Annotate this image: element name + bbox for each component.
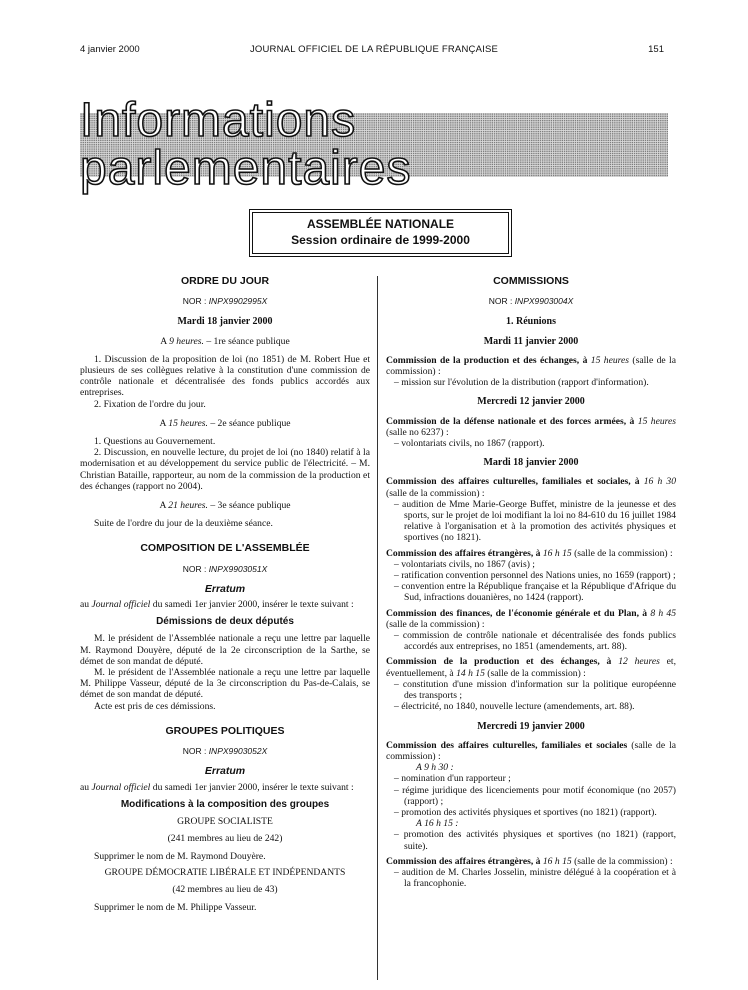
d3-c2-item-3: – convention entre la République française et la République d'Afrique du Sud, infractions douanières, no 1424 (rapport). <box>394 581 676 604</box>
seance-1-item-1: 1. Discussion de la proposition de loi (no 1851) de M. Robert Hue et plusieurs de ses collègues relative à la constitution d'une commission de contrôle nationale et décentralisée des fonds publics accordés aux entreprises. <box>80 353 370 399</box>
page-number: 151 <box>648 44 664 55</box>
d2-commission-1: Commission de la défense nationale et des forces armées, à 15 heures (salle no 6237) : <box>386 415 677 438</box>
groupe-socialiste-count: (241 membres au lieu de 242) <box>167 833 283 845</box>
ordre-nor: NOR : INPX9902995X <box>182 296 268 307</box>
d3-c2-item-1: – volontariats civils, no 1867 (avis) ; <box>394 558 535 570</box>
groupes-intro: au Journal officiel du samedi 1er janvier 2000, insérer le texte suivant : <box>80 781 354 793</box>
d4-c1-item-3: – promotion des activités physiques et sportives (no 1821) (rapport). <box>394 806 657 818</box>
seance-3-item: Suite de l'ordre du jour de la deuxième séance. <box>94 518 273 530</box>
d3-c4-item-1: – constitution d'une mission d'information sur la politique européenne des transports ; <box>394 678 676 702</box>
left-column <box>80 276 370 913</box>
issue-date: 4 janvier 2000 <box>80 44 140 55</box>
d4-c1-time-2: A 16 h 15 : <box>416 818 459 830</box>
demission-2: M. le président de l'Assemblée nationale a reçu une lettre par laquelle M. Philippe Vasseur, député de la 3e circonscription du Pas-de-Calais, se démet de son mandat de député. <box>80 667 370 701</box>
date-4: Mercredi 19 janvier 2000 <box>477 720 585 732</box>
ordre-date: Mardi 18 janvier 2000 <box>177 316 273 328</box>
seance-1-item-2: 2. Fixation de l'ordre du jour. <box>94 398 206 410</box>
d3-commission-2: Commission des affaires étrangères, à 16 h 15 (salle de la commission) : <box>386 547 673 559</box>
groupe-dli-text: Supprimer le nom de M. Philippe Vasseur. <box>94 901 257 913</box>
groupe-dli-count: (42 membres au lieu de 43) <box>172 883 278 895</box>
assembly-box <box>249 209 512 257</box>
d1-c1-item-1: – mission sur l'évolution de la distribution (rapport d'information). <box>394 377 649 389</box>
d3-c2-item-2: – ratification convention personnel des Nations unies, no 1659 (rapport) ; <box>394 570 676 582</box>
d4-c1-item-2: – régime juridique des licenciements pour motif économique (no 2057) (rapport) ; <box>394 784 676 807</box>
groupe-dli: GROUPE DÉMOCRATIE LIBÉRALE ET INDÉPENDANTS <box>104 866 346 878</box>
composition-intro: au Journal officiel du samedi 1er janvier 2000, insérer le texte suivant : <box>80 599 354 611</box>
ordre-title: ORDRE DU JOUR <box>180 275 270 287</box>
date-3: Mardi 18 janvier 2000 <box>483 457 579 469</box>
banner-title: Informations parlementaires <box>80 94 412 195</box>
modifications-heading: Modifications à la composition des groupes <box>120 798 330 810</box>
groupe-socialiste-text: Supprimer le nom de M. Raymond Douyère. <box>94 851 266 863</box>
demission-acte: Acte est pris de ces démissions. <box>94 700 216 712</box>
seance-3: A 21 heures. – 3e séance publique <box>159 500 291 512</box>
d4-commission-1: Commission des affaires culturelles, familiales et sociales (salle de la commission) : <box>386 739 676 762</box>
d3-c4-item-2: – électricité, no 1840, nouvelle lecture (amendements, art. 88). <box>394 701 635 713</box>
seance-2-item-1: 1. Questions au Gouvernement. <box>94 436 216 448</box>
assembly-name: ASSEMBLÉE NATIONALE <box>306 217 455 231</box>
groupes-title: GROUPES POLITIQUES <box>165 724 285 737</box>
d4-c2-item-1: – audition de M. Charles Josselin, ministre délégué à la coopération et à la francophonie. <box>394 866 676 890</box>
right-column <box>386 276 676 889</box>
d4-c1-item-4: – promotion des activités physiques et sportives (no 1821) (rapport, suite). <box>394 829 676 852</box>
demissions-heading: Démissions de deux députés <box>156 616 294 628</box>
d3-c1-item-1: – audition de Mme Marie-George Buffet, ministre de la jeunesse et des sports, sur le projet de loi modifiant la loi no 84-610 du 16 juillet 1984 relative à l'organisation et à la promotion des activités physiques et sportives (no 1821). <box>394 498 676 544</box>
commissions-title: COMMISSIONS <box>493 275 569 287</box>
composition-nor: NOR : INPX9903051X <box>182 563 268 574</box>
d4-c1-item-1: – nomination d'un rapporteur ; <box>394 773 511 785</box>
d3-commission-4: Commission de la production et des échanges, à 12 heures et, éventuellement, à 14 h 15 (salle de la commission) : <box>386 656 676 679</box>
d1-commission-1: Commission de la production et des échanges, à 15 heures (salle de la commission) : <box>386 354 676 378</box>
seance-1: A 9 heures. – 1re séance publique <box>160 335 290 347</box>
journal-title: JOURNAL OFFICIEL DE LA RÉPUBLIQUE FRANÇAISE <box>249 44 499 55</box>
date-2: Mercredi 12 janvier 2000 <box>477 396 585 408</box>
seance-2: A 15 heures. – 2e séance publique <box>159 417 291 429</box>
groupe-socialiste: GROUPE SOCIALISTE <box>177 815 273 827</box>
column-divider <box>377 276 378 980</box>
assembly-inner <box>252 212 509 254</box>
d4-commission-2: Commission des affaires étrangères, à 16 h 15 (salle de la commission) : <box>386 855 673 867</box>
seance-2-item-2: 2. Discussion, en nouvelle lecture, du projet de loi (no 1840) relatif à la modernisation et au développement du service public de l'électricité. – M. Christian Bataille, rapporteur, au nom de la commission de la production et des échanges (rapport no 2004). <box>80 447 370 492</box>
d3-c3-item-1: – commission de contrôle nationale et décentralisée des fonds publics accordés aux entreprises, no 1851 (amendements, art. 88). <box>394 630 676 653</box>
date-1: Mardi 11 janvier 2000 <box>483 335 579 347</box>
reunions-heading: 1. Réunions <box>505 316 556 328</box>
d3-commission-3: Commission des finances, de l'économie générale et du Plan, à 8 h 45 (salle de la commission) : <box>386 607 676 630</box>
composition-erratum: Erratum <box>204 582 246 595</box>
d3-commission-1: Commission des affaires culturelles, familiales et sociales, à 16 h 30 (salle de la commission) : <box>386 476 677 499</box>
groupes-nor: NOR : INPX9903052X <box>182 746 268 757</box>
demission-1: M. le président de l'Assemblée nationale a reçu une lettre par laquelle M. Raymond Douyère, député de la 2e circonscription de la Sarthe, se démet de son mandat de député. <box>80 633 370 667</box>
d4-c1-time-1: A 9 h 30 : <box>416 762 454 774</box>
session-name: Session ordinaire de 1999-2000 <box>291 233 470 247</box>
d2-c1-item-1: – volontariats civils, no 1867 (rapport). <box>394 438 545 450</box>
groupes-erratum: Erratum <box>204 765 246 778</box>
section-banner <box>80 94 668 195</box>
composition-title: COMPOSITION DE L'ASSEMBLÉE <box>140 542 310 555</box>
commissions-nor: NOR : INPX9903004X <box>488 296 574 307</box>
